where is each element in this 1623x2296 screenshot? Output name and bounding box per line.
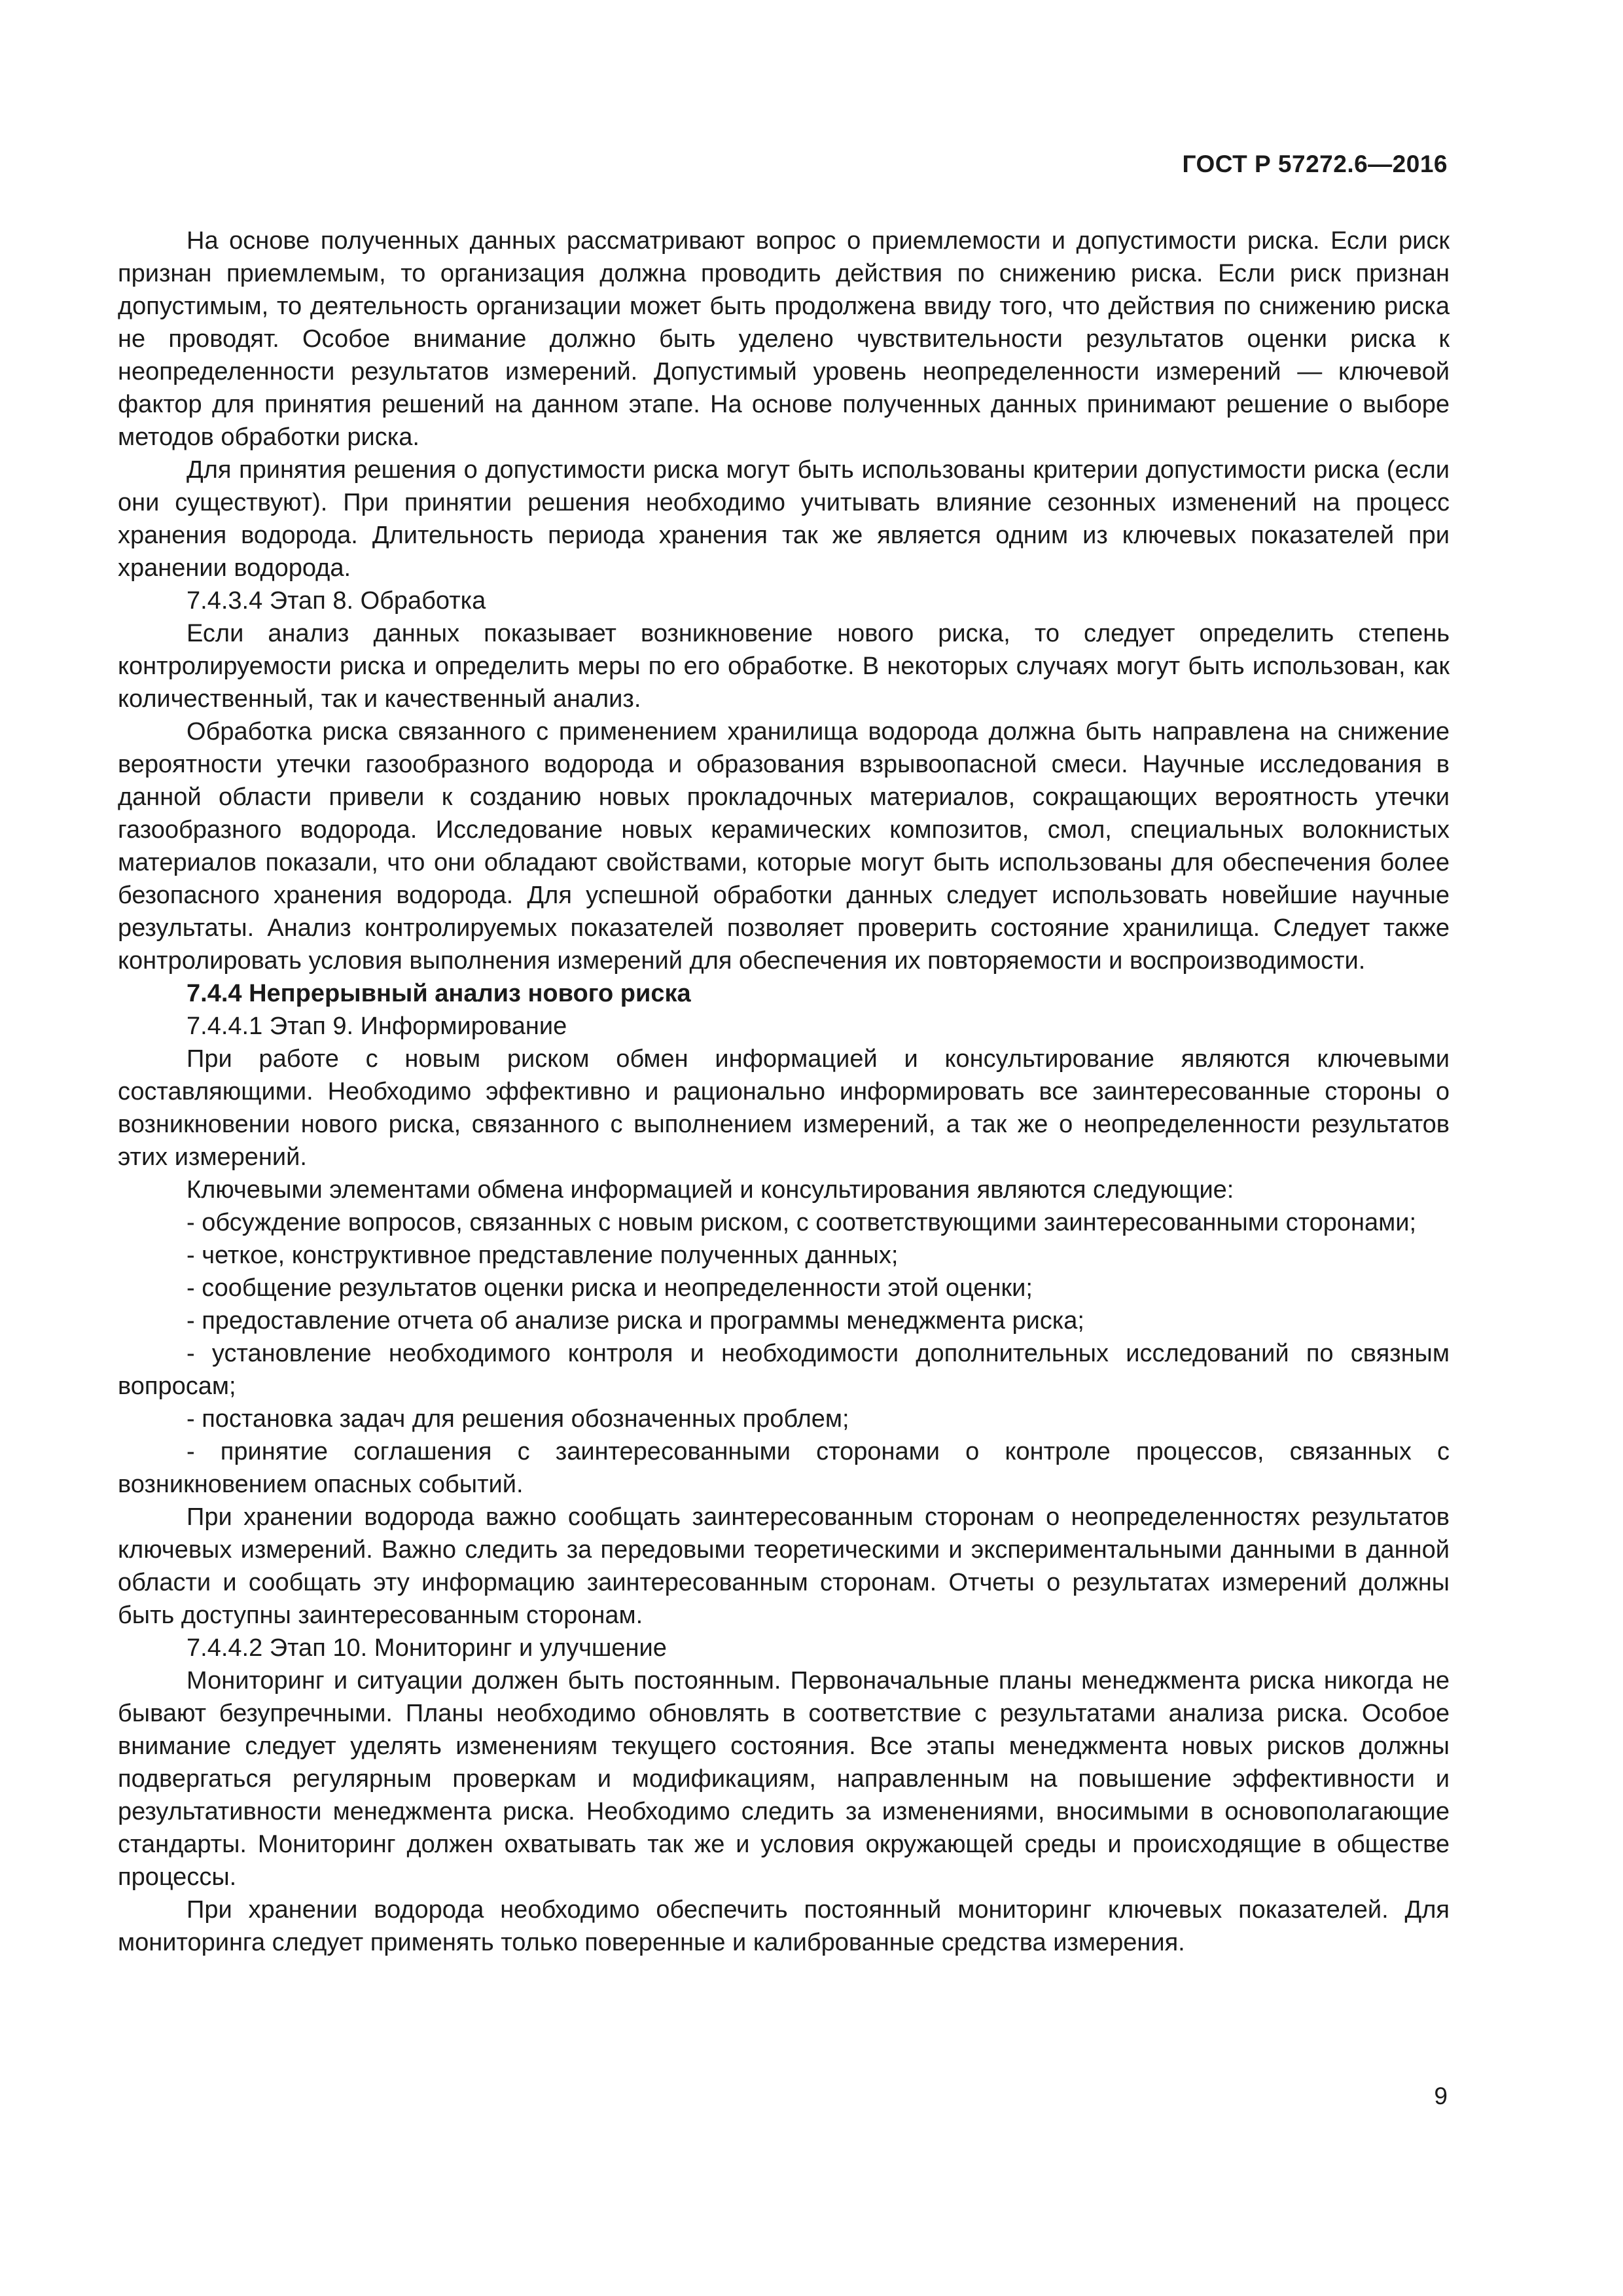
- subsection-heading-stage-9: 7.4.4.1 Этап 9. Информирование: [187, 1013, 567, 1040]
- list-item: - установление необходимого контроля и необходимости дополнительных исследований по связным вопросам;: [118, 1340, 1450, 1400]
- list-item: - обсуждение вопросов, связанных с новым риском, с соответствующими заинтересованными сторонами;: [187, 1209, 1417, 1236]
- list-item: - предоставление отчета об анализе риска и программы менеджмента риска;: [187, 1307, 1084, 1335]
- paragraph-informing: При работе с новым риском обмен информацией и консультирование являются ключевыми составляющими. Необходимо эффективно и рационально информировать все заинтересованные стороны о возникновении нового риска, связанного с выполнением измерений, а так же о неопределенности результатов этих измерений.: [118, 1045, 1450, 1171]
- paragraph-key-elements-intro: Ключевыми элементами обмена информацией и консультирования являются следующие:: [187, 1176, 1234, 1204]
- paragraph-stakeholder-reporting: При хранении водорода важно сообщать заинтересованным сторонам о неопределенностях результатов ключевых измерений. Важно следить за передовыми теоретическими и экспериментальными данными в данной области и сообщать эту информацию заинтересованным сторонам. Отчеты о результатах измерений должны быть доступны заинтересованным сторонам.: [118, 1503, 1450, 1629]
- page-number: 9: [1434, 2083, 1448, 2109]
- paragraph-risk-criteria: Для принятия решения о допустимости риска могут быть использованы критерии допустимости риска (если они существуют). При принятии решения необходимо учитывать влияние сезонных изменений на процесс хранения водорода. Длительность периода хранения так же является одним из ключевых показателей при хранении водорода.: [118, 456, 1450, 582]
- list-item: - четкое, конструктивное представление полученных данных;: [187, 1242, 899, 1269]
- subsection-heading-stage-8: 7.4.3.4 Этап 8. Обработка: [187, 587, 486, 615]
- paragraph-risk-acceptability: На основе полученных данных рассматривают вопрос о приемлемости и допустимости риска. Если риск признан приемлемым, то организация должна проводить действия по снижению риска. Если риск признан допустимым, то деятельность организации может быть продолжена ввиду того, что действия по снижению риска не проводят. Особое внимание должно быть уделено чувствительности результатов оценки риска к неопределенности результатов измерений. Допустимый уровень неопределенности измерений — ключевой фактор для принятия решений на данном этапе. На основе полученных данных принимают решение о выборе методов обработки риска.: [118, 227, 1450, 451]
- paragraph-monitoring-instruments: При хранении водорода необходимо обеспечить постоянный мониторинг ключевых показателей. Для мониторинга следует применять только поверенные и калиброванные средства измерения.: [118, 1896, 1450, 1956]
- list-item: - принятие соглашения с заинтересованными сторонами о контроле процессов, связанных с возникновением опасных событий.: [118, 1438, 1450, 1498]
- paragraph-new-risk-control: Если анализ данных показывает возникновение нового риска, то следует определить степень контролируемости риска и определить меры по его обработке. В некоторых случаях могут быть использован, как количественный, так и качественный анализ.: [118, 620, 1450, 713]
- subsection-heading-stage-10: 7.4.4.2 Этап 10. Мониторинг и улучшение: [187, 1634, 667, 1662]
- paragraph-monitoring: Мониторинг и ситуации должен быть постоянным. Первоначальные планы менеджмента риска никогда не бывают безупречными. Планы необходимо обновлять в соответствие с результатами анализа риска. Особое внимание следует уделять изменениям текущего состояния. Все этапы менеджмента новых рисков должны подвергаться регулярным проверкам и модификациям, направленным на повышение эффективности и результативности менеджмента риска. Необходимо следить за изменениями, вносимыми в основополагающие стандарты. Мониторинг должен охватывать так же и условия окружающей среды и происходящие в обществе процессы.: [118, 1667, 1450, 1891]
- list-item: - постановка задач для решения обозначенных проблем;: [187, 1405, 849, 1433]
- document-body: [118, 224, 1450, 1959]
- paragraph-risk-treatment: Обработка риска связанного с применением хранилища водорода должна быть направлена на снижение вероятности утечки газообразного водорода и образования взрывоопасной смеси. Научные исследования в данной области привели к созданию новых прокладочных материалов, сокращающих вероятность утечки газообразного водорода. Исследование новых керамических композитов, смол, специальных волокнистых материалов показали, что они обладают свойствами, которые могут быть использованы для обеспечения более безопасного хранения водорода. Для успешной обработки данных следует использовать новейшие научные результаты. Анализ контролируемых показателей позволяет проверить состояние хранилища. Следует также контролировать условия выполнения измерений для обеспечения их повторяемости и воспроизводимости.: [118, 718, 1450, 975]
- section-heading-7-4-4: 7.4.4 Непрерывный анализ нового риска: [187, 980, 691, 1007]
- document-code-header: ГОСТ Р 57272.6—2016: [1182, 151, 1448, 177]
- list-item: - сообщение результатов оценки риска и неопределенности этой оценки;: [187, 1274, 1033, 1302]
